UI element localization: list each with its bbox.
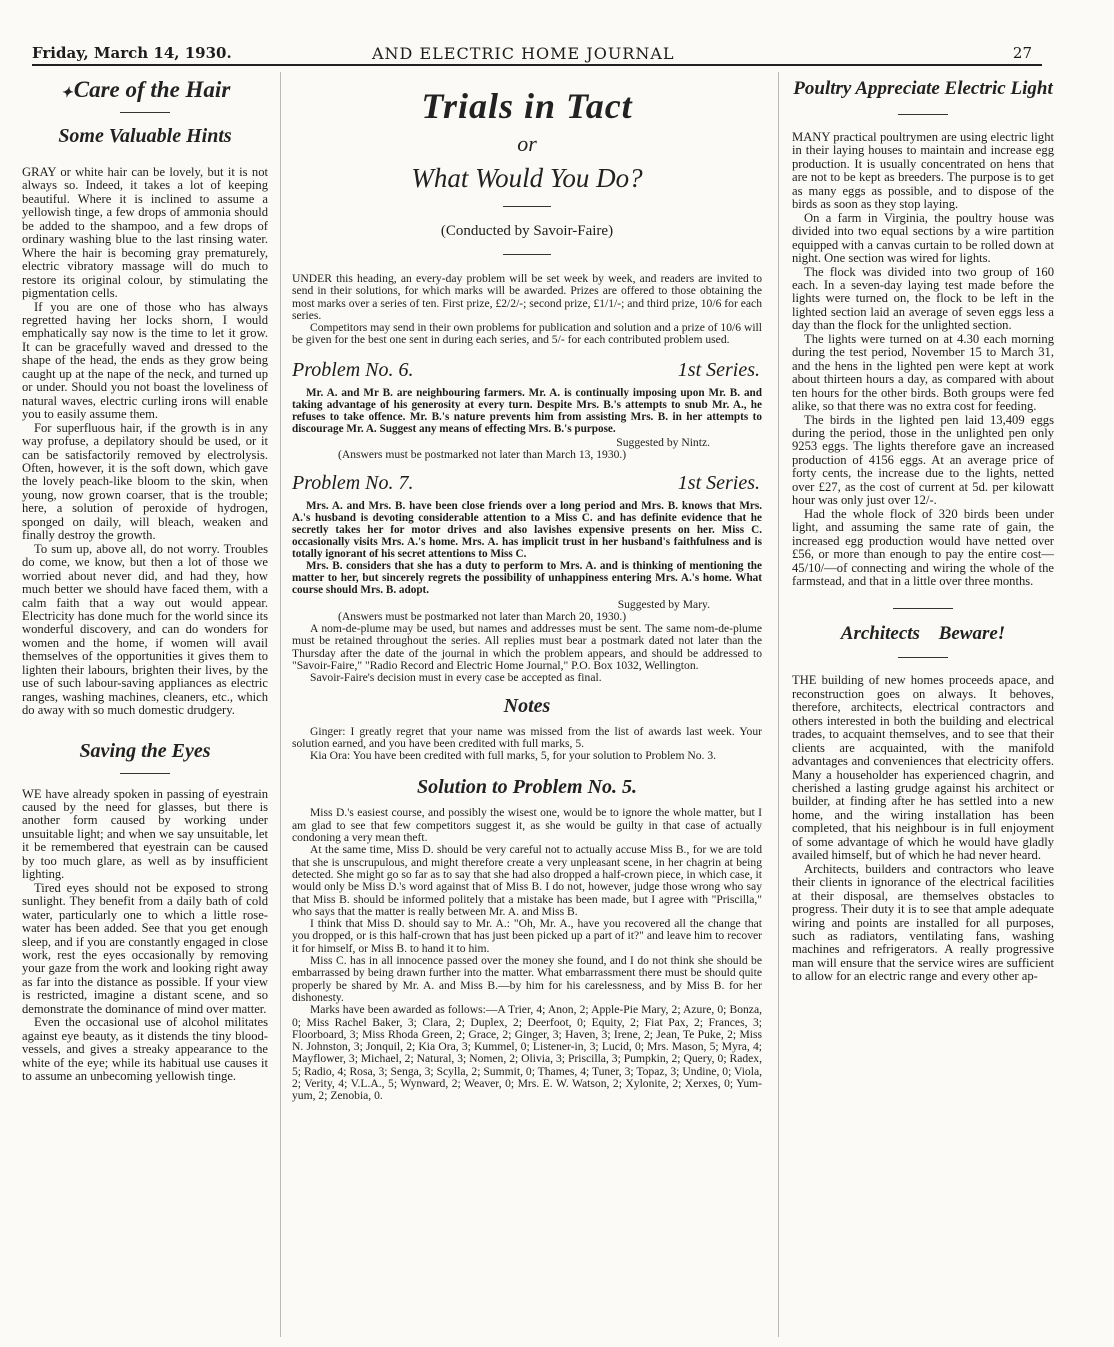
paragraph: GRAY or white hair can be lovely, but it is not always so. Indeed, it takes a lot of keeping beautiful. Where it is inclined to assume a yellowish tinge, a few drops of ammonia should be added to the shampoo, and a few drops of ordinary washing blue to the last rinsing water. Where the hair is becoming gray prematurely, electric vibratory massage will do much to restore its original colour, by stimulating the pigmentation cells. [22, 165, 268, 301]
paragraph: Savoir-Faire's decision must in every case be accepted as final. [310, 671, 602, 685]
problem-7-series: 1st Series. [677, 471, 760, 494]
issue-date: Friday, March 14, 1930. [32, 44, 232, 62]
problem-6-suggested: Suggested by Nintz. [616, 436, 710, 450]
column-rule-right [778, 72, 779, 1337]
paragraph: The lights were turned on at 4.30 each morning during the test period, November 15 to March 31, and the hens in the lighted pen were kept at work about thirteen hours a day, as compared with about ten hours for the other birds. Both groups were fed alike, so that there was no extra cost for feeding. [792, 331, 1054, 414]
hair-subtitle: Some Valuable Hints [58, 125, 232, 147]
paragraph: UNDER this heading, an every-day problem will be set week by week, and readers are invited to send in their solutions, for which marks will be awarded. Prizes are offered to those obtaining the most marks over a series of ten. First prize, £2/2/-; second prize, £1/1/-; and third prize, 10/6 for each series. [292, 272, 762, 322]
left-column [22, 75, 268, 1340]
notes-title: Notes [503, 694, 551, 717]
feature-title: Trials in Tact [421, 86, 633, 126]
eyes-title: Saving the Eyes [79, 739, 211, 762]
paragraph: THE building of new homes proceeds apace, and reconstruction goes on always. It behoves, therefore, architects, electrical contractors and others interested in both the building and electrical trades, to acquaint themselves, and to see that their clients are acquainted, with the manifold advantages and conveniences that electricity offers. Many a householder has experienced chagrin, and cherished a lasting grudge against his architect or builder, at finding after he has settled into a new home, and the wiring installation has been completed, that his neighbour is in full enjoyment of some advantage of which he would have gladly availed himself, but of which he had never heard. [792, 673, 1054, 863]
paragraph: Had the whole flock of 320 birds been under light, and assuming the same rate of gain, the increased egg production would have netted over £56, or more than enough to pay the entire cost—45/10/—of connecting and wiring the whole of the farmstead, and that in a little over three months. [792, 506, 1054, 588]
journal-name: AND ELECTRIC HOME JOURNAL [372, 44, 675, 63]
marks-list: Marks have been awarded as follows:—A Trier, 4; Anon, 2; Apple-Pie Mary, 2; Azure, 0; Bonza, 0; Miss Rachel Baker, 3; Clara, 2; Duplex, 2; Deerfoot, 0; Equity, 2; Fiat Pax, 2; Frances, 3; Floorboard, 3; Miss Rhoda Green, 2; Grace, 2; Ginger, 3; Haven, 3; Irene, 2; Jean, Te Puke, 2; Miss N. Johnston, 3; Jonquil, 2; Kia Ora, 3; Kummel, 0; Listener-in, 3; Lucid, 0; Mrs. Mason, 5; Myra, 4; Mayflower, 3; Michael, 2; Natural, 3; Nomen, 2; Olivia, 3; Priscilla, 3; Pumpkin, 2; Query, 0; Radex, 5; Radio, 4; Rosa, 3; Senga, 3; Scylla, 2; Summit, 0; Thames, 4; Tuner, 3; Topaz, 3; Undine, 0; Viola, 2; Verity, 4; V.L.A., 5; Wynward, 2; Weaver, 0; Mrs. E. W. Watson, 2; Xylonite, 2; Xerxes, 0; Yum-yum, 2; Zenobia, 0. [292, 1003, 762, 1103]
right-column [792, 75, 1054, 1340]
paragraph: The birds in the lighted pen laid 13,409 eggs during the period, those in the unlighted pen only 9253 eggs. The lights therefore gave an increased production of 4156 eggs. At an average price of forty cents, the increase due to the lights, netted over £27, as the cost of current at 5d. per kilowatt hour was only just over 12/-. [792, 412, 1054, 508]
paragraph: Competitors may send in their own problems for publication and solution and a prize of 10/6 will be given for the best one sent in during each series, and 5/- for each contributed problem used. [292, 321, 762, 347]
column-rule-left [280, 72, 281, 1337]
hair-body [22, 166, 268, 718]
paragraph: Kia Ora: You have been credited with full marks, 5, for your solution to Problem No. 3. [310, 749, 717, 763]
problem-6-text [292, 387, 762, 435]
paragraph: Tired eyes should not be exposed to strong sunlight. They benefit from a daily bath of cold water, particularly one to which a little rose-water has been added. See that you get enough sleep, and if you are constantly engaged in close work, rest the eyes occasionally by removing your gaze from the work and looking right away as far into the distance as possible. If your view is restricted, imagine a distant scene, and so demonstrate the dominance of mind over matter. [22, 880, 268, 1016]
problem-7-answers: (Answers must be postmarked not later than March 20, 1930.) [338, 609, 627, 623]
paragraph: I think that Miss D. should say to Mr. A.: "Oh, Mr. A., have you recovered all the change that you dropped, or is this half-crown that has just been picked up a part of it?" and leave him to recover it for himself, or Miss B. to hand it to him. [292, 917, 762, 955]
problem-6-label: Problem No. 6. [292, 358, 414, 381]
poultry-body [792, 131, 1054, 588]
paragraph: Miss C. has in all innocence passed over the money she found, and I do not think she should be embarrassed by being drawn further into the matter. What embarrassment there must be should quite properly be shared by Mr. A. and Miss B.—by him for his carelessness, and by Miss B. for her dishonesty. [292, 954, 762, 1004]
masthead [32, 42, 1042, 66]
problem-7-header [292, 472, 762, 496]
architects-title: Architects Beware! [840, 623, 1006, 645]
problem-6-answers: (Answers must be postmarked not later than March 13, 1930.) [338, 448, 627, 462]
problem-7-label: Problem No. 7. [292, 471, 414, 494]
notes-text [292, 726, 762, 763]
eyes-article [22, 718, 268, 1084]
paragraph: The flock was divided into two group of 160 each. In a seven-day laying test made before the lights were turned on, the flock to be left in the lighted section laid an average of seven eggs less a day than the flock for the unlighted section. [792, 264, 1054, 333]
paragraph: A nom-de-plume may be used, but names and addresses must be sent. The same nom-de-plume must be retained throughout the series. All replies must bear a postmark dated not later than the Thursday after the date of the journal in which the problem appears, and should be addressed to "Savoir-Faire," "Radio Record and Electric Home Journal," P.O. Box 1032, Wellington. [292, 622, 762, 672]
paragraph: Mrs. A. and Mrs. B. have been close friends over a long period and Mrs. B. knows that Mrs. A.'s husband is devoting considerable attention to a Miss C. and has definite evidence that he secretly takes her for motor drives and also lavishes expensive presents on her. Miss C. occasionally visits Mrs. A.'s home. Mrs. A. has implicit trust in her husband's faithfulness and is totally ignorant of his secret attentions to Miss C. [292, 499, 762, 561]
hair-title [22, 77, 268, 103]
hair-article [22, 77, 268, 718]
paragraph: At the same time, Miss D. should be very careful not to actually accuse Miss B., for we are told that she is unscrupulous, and might therefore create a very unpleasant scene, in her chagrin at being detected. She might go so far as to say that she had also dropped a half-crown piece, in which case, it would only be Miss D.'s word against that of Miss B. I do not, however, judge those wrong who say that Miss B. should be informed politely that a mistake has been made, but I agree with "Priscilla," who says that the matter is really between Mr. A. and Miss B. [292, 843, 762, 918]
intro-text [292, 273, 762, 347]
paragraph: MANY practical poultrymen are using electric light in their laying houses to maintain and increase egg production. It is usually concentrated on hens that are not to be kept as breeders. The purpose is to get as many eggs as possible, and to dispose of the birds as soon as they stop laying. [792, 130, 1054, 212]
paragraph: Ginger: I greatly regret that your name was missed from the list of awards last week. Your solution earned, and you have been credited with full marks, 5. [292, 724, 762, 750]
page-number: 27 [1012, 44, 1032, 62]
ornament-icon: ✦ [60, 86, 73, 101]
feature-subtitle: What Would You Do? [411, 163, 643, 193]
poultry-title: Poultry Appreciate Electric Light [793, 78, 1053, 99]
eyes-body [22, 788, 268, 1084]
hair-title-text: Care of the Hair [73, 77, 231, 102]
divider [503, 206, 551, 207]
paragraph: Miss D.'s easiest course, and possibly the wisest one, would be to ignore the whole matter, but I am glad to see that few competitors suggest it, as she would be guilty in that case of actually condoning a very mean theft. [292, 806, 762, 845]
problem-7-text [292, 500, 762, 597]
paragraph: To sum up, above all, do not worry. Troubles do come, we know, but then a lot of those we worried about never did, and had they, how much better we should have faced them, with a calm faith that a way out would appear. Electricity has done much for the world since its wonderful discovery, and can do wonders for women and the home, if women will avail themselves of the opportunities it gives them to lighten their labours, brighten their lives, by the use of such labour-saving appliances as electric ranges, washing machines, cleaners, etc., which do away with so much domestic drudgery. [22, 541, 268, 718]
rules-text [292, 623, 762, 684]
conducted-by: (Conducted by Savoir-Faire) [440, 223, 614, 239]
center-column [292, 75, 762, 1340]
paragraph: Mrs. B. considers that she has a duty to perform to Mrs. A. and is thinking of mentioning the matter to her, but sincerely regrets the possibility of unhappiness entering Mrs. A.'s home. What course should Mrs. B. adopt. [292, 560, 762, 597]
feature-or: or [517, 131, 537, 156]
solution-text [292, 807, 762, 1102]
architects-body [792, 674, 1054, 983]
problem-6-header [292, 359, 762, 383]
paragraph: WE have already spoken in passing of eyestrain caused by the need for glasses, but there is another form caused by working under unsuitable light; and when we say unsuitable, let it be remembered that eyestrain can be caused by too much glare, as well as by insufficient lighting. [22, 786, 268, 882]
paragraph: Architects, builders and contractors who leave their clients in ignorance of the electrical facilities at their disposal, are themselves obstacles to progress. Their duty it is to see that ample adequate wiring and points are installed for all purposes, such as radiators, ventilating fans, washing machines and refrigerators. A really progressive man will ensure that the service wires are sufficient to allow for an electric range and every other ap- [792, 861, 1054, 984]
problem-7-suggested: Suggested by Mary. [617, 597, 710, 611]
divider [120, 112, 170, 113]
paragraph: On a farm in Virginia, the poultry house was divided into two equal sections by a wire partition equipped with a canvas curtain to be rolled down at night. One section was wired for lights. [792, 210, 1054, 266]
paragraph: If you are one of those who has always regretted having her locks shorn, I would emphatically say now is the time to let it grow. It can be gracefully waved and dressed to the shape of the head, the ends as they grow being caught up at the nape of the neck, and turned up or under. Should you not boast the loveliness of natural waves, electric curling irons will enable you to easily assume them. [22, 299, 268, 422]
paragraph: For superfluous hair, if the growth is in any way profuse, a depilatory should be used, or it can be satisfactorily removed by electrolysis. Often, however, it is the soft down, which gave the lovely peach-like bloom to the skin, when young, now grown coarser, that is the trouble; here, a solution of peroxide of hydrogen, sponged on daily, will bleach, weaken and finally destroy the growth. [22, 420, 268, 543]
paragraph: Mr. A. and Mr B. are neighbouring farmers. Mr. A. is continually imposing upon Mr. B. and taking advantage of his generosity at every turn. Despite Mrs. B.'s attempts to snub Mr. A., he refuses to take offence. Mr. B.'s nature prevents him from assisting Mrs. B. in her attempts to discourage Mr. A. Suggest any means of effecting Mrs. B.'s purpose. [292, 386, 762, 436]
solution-title: Solution to Problem No. 5. [416, 776, 638, 799]
problem-6-series: 1st Series. [677, 358, 760, 381]
paragraph: Even the occasional use of alcohol militates against eye beauty, as it distends the tiny blood-vessels, and gives a streaky appearance to the white of the eye; while its habitual use causes it to assume an unbecoming yellowish tinge. [22, 1015, 268, 1084]
